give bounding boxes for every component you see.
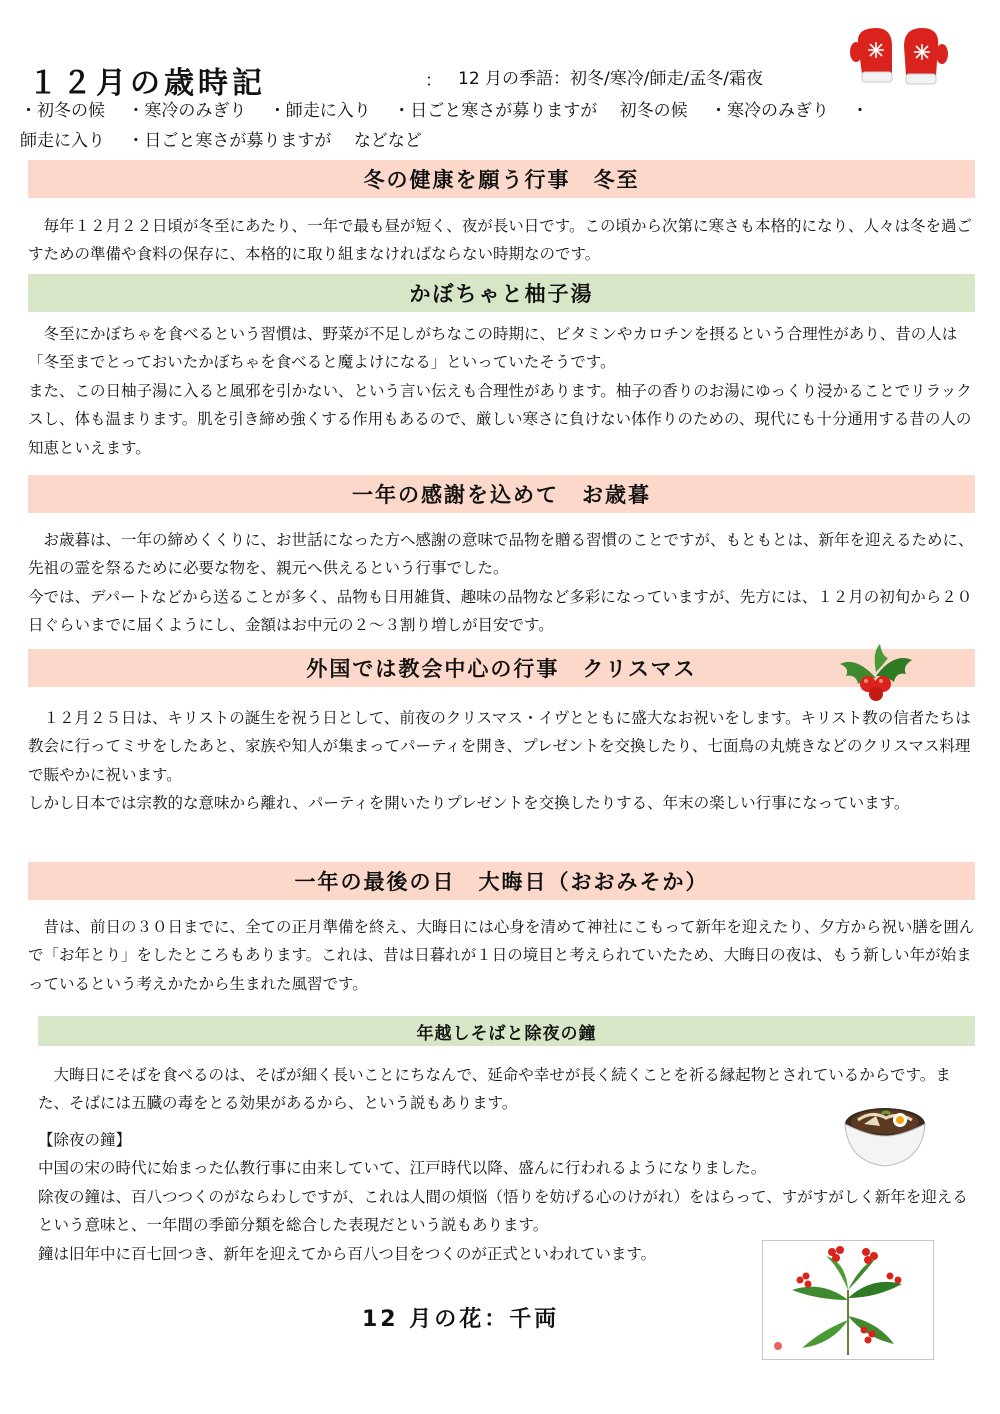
heading-omisoka: 一年の最後の日 大晦日（おおみそか）	[28, 862, 975, 900]
paragraph: 毎年１２月２２日頃が冬至にあたり、一年で最も昼が短く、夜が長い日です。この頃から次第に寒さも本格的になり、人々は冬を過ごすための準備や食料の保存に、本格的に取り組まなければならない時期なのです。	[28, 217, 972, 264]
greeting-item: などなど	[353, 131, 422, 151]
holly-icon	[836, 642, 916, 702]
paragraph: 鐘は旧年中に百七回つき、新年を迎えてから百八つ目をつくのが正式といわれています。	[38, 1244, 657, 1263]
greeting-item: ・寒冷のみぎり	[710, 101, 830, 121]
toji-body	[28, 212, 978, 269]
paragraph: １２月２５日は、キリストの誕生を祝う日として、前夜のクリスマス・イヴとともに盛大なお祝いをします。キリスト教の信者たちは教会に行ってミサをしたあと、家族や知人が集まってパーティを開き、プレゼントを交換したり、七面鳥の丸焼きなどのクリスマス料理で賑やかに祝います。	[28, 709, 971, 784]
greeting-item: ・	[851, 101, 869, 121]
paragraph: 除夜の鐘は、百八つつくのがならわしですが、これは人間の煩悩（悟りを妨げる心のけがれ）をはらって、すがすがしく新年を迎えるという意味と、一年間の季節分類を総合した表現だという説もあります。	[38, 1187, 968, 1235]
greeting-item: ・日ごと寒さが募りますが	[127, 131, 332, 151]
senryo-plant-icon	[762, 1240, 934, 1360]
paragraph: また、この日柚子湯に入ると風邪を引かない、という言い伝えも合理性があります。柚子の香りのお湯にゆっくり浸かることでリラックスし、体も温まります。肌を引き締め強くする作用もあるので、厳しい寒さに負けない体作りのための、現代にも十分通用する昔の人の知恵といえます。	[28, 381, 972, 457]
page-title: １２月の歳時記	[28, 66, 266, 101]
paragraph: 中国の宋の時代に始まった仏教行事に由来していて、江戸時代以降、盛んに行われるようになりました。	[38, 1159, 767, 1178]
greeting-item: 初冬の候	[619, 101, 688, 121]
greeting-item: ・寒冷のみぎり	[127, 101, 247, 121]
heading-oseibo: 一年の感謝を込めて お歳暮	[28, 475, 975, 513]
flower-of-month: 12 月の花：千両	[362, 1307, 560, 1332]
soba-bowl-icon	[842, 1096, 928, 1172]
paragraph: しかし日本では宗教的な意味から離れ、パーティを開いたりプレゼントを交換したりする、年末の楽しい行事になっています。	[28, 794, 910, 813]
seasonal-greetings	[20, 96, 985, 156]
greeting-item: ・日ごと寒さが募りますが	[393, 101, 598, 121]
greeting-item: ・初冬の候	[20, 101, 105, 121]
paragraph: 昔は、前日の３０日までに、全ての正月準備を終え、大晦日には心身を清めて神社にこもって新年を迎えたり、夕方から祝い膳を囲んで「お年とり」をしたところもあります。これは、昔は日暮れが１日の境目と考えられていたため、大晦日の夜は、もう新しい年が始まっているという考えかたから生まれた風習です。	[28, 918, 975, 993]
oseibo-body	[28, 526, 978, 640]
paragraph: 冬至にかぼちゃを食べるという習慣は、野菜が不足しがちなこの時期に、ビタミンやカロチンを摂るという合理性があり、昔の人は「冬至までとっておいたかぼちゃを食べると魔よけになる」といっていたそうです。	[28, 325, 958, 372]
title-separator: ：	[425, 71, 442, 91]
kabocha-body	[28, 320, 978, 462]
omisoka-body	[28, 913, 978, 998]
greeting-item: ・師走に入り	[268, 101, 371, 121]
heading-christmas: 外国では教会中心の行事 クリスマス	[28, 649, 975, 687]
christmas-body	[28, 704, 978, 818]
heading-toji: 冬の健康を願う行事 冬至	[28, 160, 975, 198]
mittens-icon	[848, 22, 948, 90]
season-words: 12 月の季語：初冬/寒冷/師走/孟冬/霜夜	[458, 69, 763, 89]
soba-intro	[38, 1061, 973, 1118]
joya-label: 【除夜の鐘】	[38, 1131, 132, 1149]
paragraph: お歳暮は、一年の締めくくりに、お世話になった方へ感謝の意味で品物を贈る習慣のことですが、もともとは、新年を迎えるために、先祖の霊を祭るために必要な物を、親元へ供えるという行事でした。	[28, 531, 974, 578]
heading-kabocha: かぼちゃと柚子湯	[28, 274, 975, 312]
greeting-item: 師走に入り	[20, 131, 105, 151]
paragraph: 大晦日にそばを食べるのは、そばが細く長いことにちなんで、延命や幸せが長く続くことを祈る縁起物とされているからです。また、そばには五臓の毒をとる効果があるから、という説もあります。	[38, 1066, 951, 1113]
paragraph: 今では、デパートなどから送ることが多く、品物も日用雑貨、趣味の品物など多彩になっていますが、先方には、１２月の初旬から２０日ぐらいまでに届くようにし、金額はお中元の２～３割り増しが目安です。	[28, 587, 973, 635]
heading-soba: 年越しそばと除夜の鐘	[38, 1016, 975, 1046]
